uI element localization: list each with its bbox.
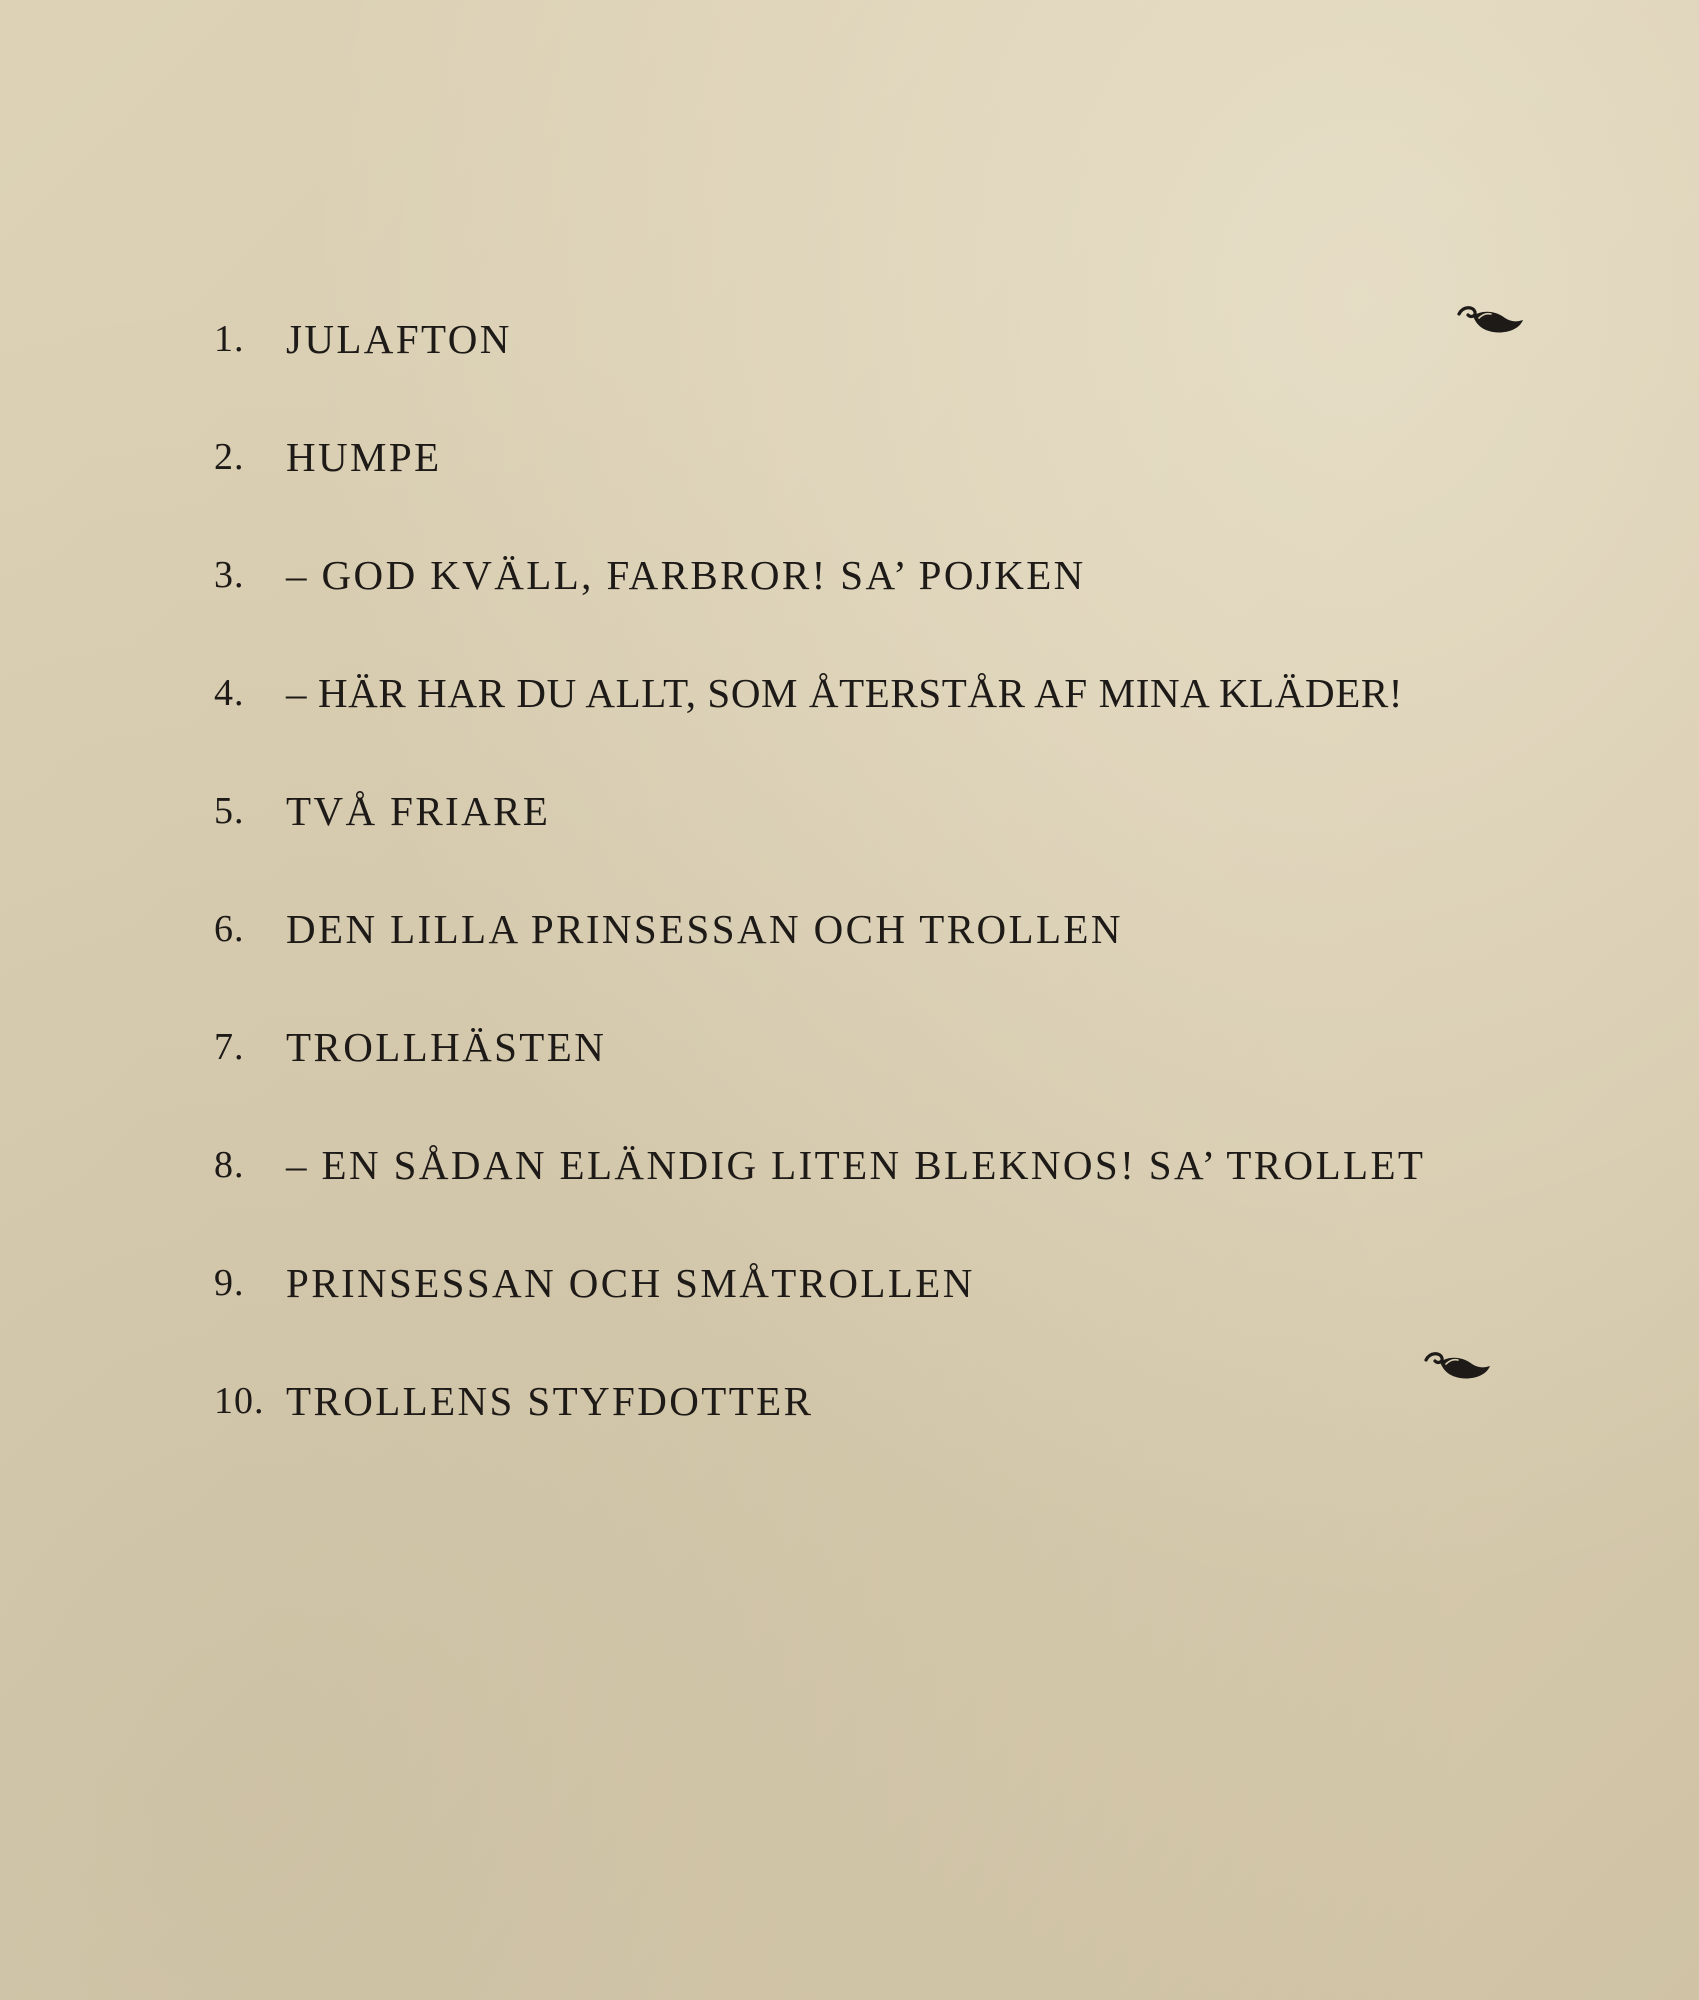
entry-number: 5. xyxy=(214,790,245,832)
entry-number: 4. xyxy=(214,672,245,714)
fleuron-icon xyxy=(1455,300,1525,340)
entry-title: PRINSESSAN OCH SMÅTROLLEN xyxy=(286,1260,975,1306)
toc-entry-7 xyxy=(214,988,1554,1106)
entry-number: 9. xyxy=(214,1262,245,1304)
entry-title: HUMPE xyxy=(286,434,442,480)
entry-number: 1. xyxy=(214,318,245,360)
entry-title: TROLLENS STYFDOTTER xyxy=(286,1378,814,1424)
entry-number: 6. xyxy=(214,908,245,950)
entry-title: TVÅ FRIARE xyxy=(286,788,551,834)
toc-entry-5 xyxy=(214,752,1554,870)
entry-title: – EN SÅDAN ELÄNDIG LITEN BLEKNOS! SA’ TROLLET xyxy=(286,1142,1426,1188)
entry-number: 10. xyxy=(214,1380,265,1422)
entry-number: 8. xyxy=(214,1144,245,1186)
toc-entry-3 xyxy=(214,516,1554,634)
toc-entry-2 xyxy=(214,398,1554,516)
entry-number: 3. xyxy=(214,554,245,596)
table-of-contents xyxy=(214,280,1554,1460)
entry-number: 7. xyxy=(214,1026,245,1068)
fleuron-icon xyxy=(1422,1346,1492,1386)
toc-entry-9 xyxy=(214,1224,1554,1342)
toc-entry-6 xyxy=(214,870,1554,988)
entry-title: – HÄR HAR DU ALLT, SOM ÅTERSTÅR AF MINA KLÄDER! xyxy=(286,670,1404,716)
toc-entry-1 xyxy=(214,280,1554,398)
entry-title: – GOD KVÄLL, FARBROR! SA’ POJKEN xyxy=(286,552,1086,598)
toc-entry-10 xyxy=(214,1342,1554,1460)
entry-number: 2. xyxy=(214,436,245,478)
toc-entry-8 xyxy=(214,1106,1554,1224)
entry-title: JULAFTON xyxy=(286,316,512,362)
toc-entry-4 xyxy=(214,634,1554,752)
entry-title: TROLLHÄSTEN xyxy=(286,1024,607,1070)
entry-title: DEN LILLA PRINSESSAN OCH TROLLEN xyxy=(286,906,1123,952)
